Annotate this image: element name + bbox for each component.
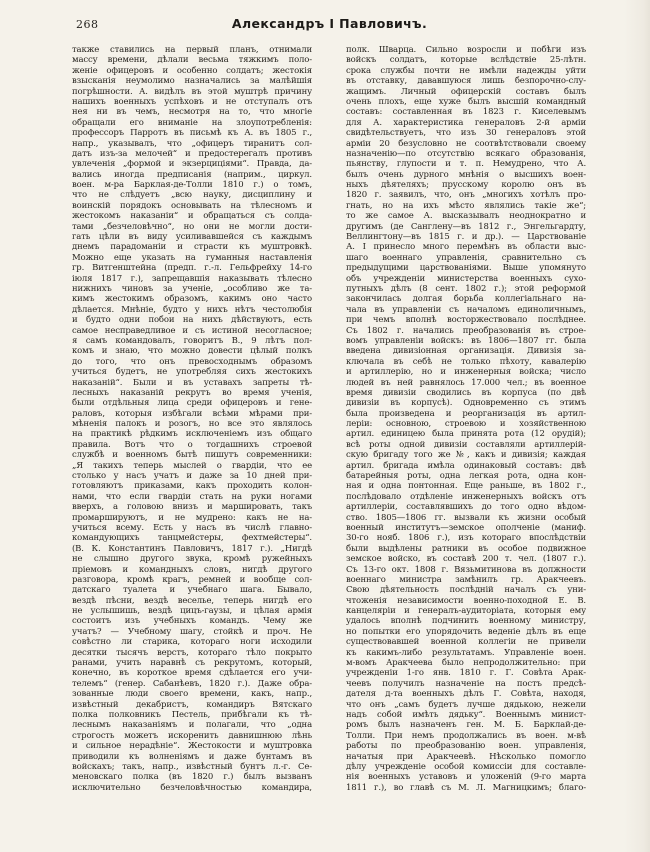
text-line: зованные люди своего времени, какъ, напр., bbox=[72, 689, 312, 700]
text-line: погрѣшности. А. видѣлъ въ этой муштрѣ причину bbox=[72, 86, 312, 97]
text-line: и сильное нерадѣніе“. Жестокости и муштровка bbox=[72, 741, 312, 752]
text-line: тами „безчеловѣчно“, но они не могли дости- bbox=[72, 221, 312, 232]
text-line: назначенію—по отсутствію всякаго образованія, bbox=[346, 148, 586, 159]
text-line: чтоженія независимости военно-походной Е. В. bbox=[346, 595, 586, 606]
text-line: путныхъ дѣлъ (8 сент. 1802 г.); этой реформой bbox=[346, 283, 586, 294]
text-line: дѣлу учрежденіе особой комиссіи для составле- bbox=[346, 761, 586, 772]
text-line: чала въ управленіи съ началомъ единоличнымъ, bbox=[346, 304, 586, 315]
text-line: конечно, въ короткое время сдѣлается его учи- bbox=[72, 668, 312, 679]
text-line: нами, что если гвардіи стать на руки ногами bbox=[72, 491, 312, 502]
text-line: составъ: составленная въ 1823 г. Киселевымъ bbox=[346, 107, 586, 118]
text-line: учиться всему. Есть у насъ въ числѣ главно- bbox=[72, 522, 312, 533]
text-line: совѣстно ли старика, котораго ноги исходили bbox=[72, 637, 312, 648]
text-line: учатъ? — Учебному шагу, стойкѣ и проч. Не bbox=[72, 626, 312, 637]
text-line: что онъ „самъ будетъ лучше дядькою, нежели bbox=[346, 699, 586, 710]
text-line: готовляютъ приказами, какъ проходить колон- bbox=[72, 481, 312, 492]
text-line: исключительно безчеловѣчностью командира, bbox=[72, 782, 312, 793]
text-line: приводили къ волненіямъ и даже бунтамъ въ bbox=[72, 751, 312, 762]
text-line: въ отставку, дававшуюся лишь безпорочно-слу- bbox=[346, 76, 586, 87]
text-line: срока службы почти не имѣли надежды уйти bbox=[346, 65, 586, 76]
text-line: меновскаго полка (въ 1820 г.) былъ вызванъ bbox=[72, 772, 312, 783]
page-number: 268 bbox=[76, 18, 99, 31]
text-line: самое несправедливое и съ истиной несогласное; bbox=[72, 325, 312, 336]
text-line: днемъ парадоманіи и страсти къ муштровкѣ. bbox=[72, 242, 312, 253]
text-line: войскахъ; такъ, напр., извѣстный бунтъ л.-г. Се- bbox=[72, 761, 312, 772]
text-line: артил. бригада имѣла одинаковый составъ: двѣ bbox=[346, 460, 586, 471]
text-line: Веллингтону—въ 1815 г. и др.). — Царствованіе bbox=[346, 232, 586, 243]
text-line: былъ очень дурного мнѣнія о высшихъ воен- bbox=[346, 169, 586, 180]
text-line: воинскій порядокъ основывать на тѣлесномъ и bbox=[72, 200, 312, 211]
text-line: дивизіи въ корпусѣ). Одновременно съ этимъ bbox=[346, 398, 586, 409]
text-line: воен. м-ра Барклая-де-Толли 1810 г.) о томъ, bbox=[72, 180, 312, 191]
text-line: женіе офицеровъ и особенно солдатъ; жестокія bbox=[72, 65, 312, 76]
text-line: разговора, кромѣ крагъ, ремней и вообще сол- bbox=[72, 574, 312, 585]
text-line: но попытки его упорядочить веденіе дѣлъ въ еще bbox=[346, 626, 586, 637]
text-line: нашихъ военныхъ успѣховъ и не отступалъ отъ bbox=[72, 96, 312, 107]
text-line: Съ 13-го окт. 1808 г. Вязьмитинова въ должности bbox=[346, 564, 586, 575]
text-line: начатыя при Аракчеевѣ. Нѣсколько помогло bbox=[346, 751, 586, 762]
text-line: напр., указывалъ, что „офицеръ тиранитъ сол- bbox=[72, 138, 312, 149]
text-line: ранами, учить наравнѣ съ рекрутомъ, который, bbox=[72, 658, 312, 669]
text-line: нижнихъ чиновъ за ученіе, „особливо же та- bbox=[72, 283, 312, 294]
text-line: увлеченія „формой и экзерциціями“. Правда, да- bbox=[72, 159, 312, 170]
text-line: правила. Вотъ что о тогдашнихъ строевой bbox=[72, 439, 312, 450]
text-line: были отдѣльныя лица среди офицеровъ и гене- bbox=[72, 398, 312, 409]
text-line: м-вомъ Аракчеева было непродолжительно: при bbox=[346, 658, 586, 669]
column-right bbox=[346, 45, 586, 793]
text-line: до того, что онъ превосходнымъ образомъ bbox=[72, 356, 312, 367]
text-line: военный институтъ—земское ополченіе (маниф. bbox=[346, 522, 586, 533]
text-line: чеевъ получилъ назначеніе на постъ предсѣ- bbox=[346, 678, 586, 689]
text-line: къ какимъ-либо результатамъ. Управленіе воен. bbox=[346, 647, 586, 658]
text-line: надъ собой имѣть дядьку“. Военнымъ минист- bbox=[346, 710, 586, 720]
text-line: нея ни въ чемъ, несмотря на то, что многіе bbox=[72, 107, 312, 118]
text-line: вверхъ, а головою внизъ и маршировать, такъ bbox=[72, 502, 312, 513]
text-line: лесныхъ наказаній рекрутъ во время ученія, bbox=[72, 387, 312, 398]
text-line: промаршируютъ, и не мудрено: какъ не на- bbox=[72, 512, 312, 523]
text-line: ромъ былъ назначенъ ген. М. Б. Барклай-де- bbox=[346, 720, 586, 731]
text-line: полка полковникъ Пестель, прибѣгали къ тѣ- bbox=[72, 710, 312, 720]
text-line: раловъ, которыя избѣгали всѣми мѣрами при- bbox=[72, 408, 312, 419]
text-line: очень плохъ, еще хуже былъ высшій командный bbox=[346, 96, 586, 107]
text-line: 1811 г.), во главѣ съ М. Л. Магницкимъ; благо- bbox=[346, 782, 586, 793]
text-line: жестокомъ наказаніи“ и обращаться съ солда- bbox=[72, 211, 312, 222]
text-line: жащимъ. Личный офицерскій составъ былъ bbox=[346, 86, 586, 97]
text-line: леснымъ наказаніямъ и полагали, что „одна bbox=[72, 720, 312, 731]
text-line: закончилась долгая борьба коллегіальнаго на- bbox=[346, 294, 586, 305]
text-line: А. I принесло много перемѣнъ въ области выс- bbox=[346, 242, 586, 253]
text-line: объ учрежденіи министерства военныхъ сухо- bbox=[346, 273, 586, 284]
text-line: Свою дѣятельность послѣдній началъ съ уни- bbox=[346, 585, 586, 596]
text-line: (В. К. Константинъ Павловичъ, 1817 г.). „Нигдѣ bbox=[72, 543, 312, 554]
text-line: вездѣ пѣсни, вездѣ веселье, теперь нигдѣ его bbox=[72, 595, 312, 606]
text-line: взысканія неумолимо назначались за малѣйшія bbox=[72, 76, 312, 87]
page-header bbox=[72, 15, 587, 35]
text-line: извѣстный декабристъ, командиръ Вятскаго bbox=[72, 699, 312, 710]
text-line: военнаго министра замѣнилъ гр. Аракчеевъ. bbox=[346, 574, 586, 585]
text-line: наказаній“. Были и въ уставахъ запреты тѣ- bbox=[72, 377, 312, 388]
text-line: артиллеріи, составлявшихъ до того одно вѣдом- bbox=[346, 502, 586, 513]
running-title: Александръ I Павловичъ. bbox=[231, 16, 428, 31]
text-line: Съ 1802 г. начались преобразованія въ строе- bbox=[346, 325, 586, 336]
text-line: канцеляріи и генералъ-аудиторіата, которыя ему bbox=[346, 606, 586, 617]
text-line: состоитъ изъ учебныхъ командъ. Чему же bbox=[72, 616, 312, 627]
text-line: вомъ управленіи войскъ: въ 1806—1807 гг. была bbox=[346, 335, 586, 346]
text-line: то же самое А. высказывалъ неоднократно и bbox=[346, 211, 586, 222]
text-line: телемъ“ (генер. Сабанѣевъ, 1820 г.). Даже обра- bbox=[72, 678, 312, 689]
text-line: „Я такихъ теперь мыслей о гвардіи, что ее bbox=[72, 460, 312, 471]
text-line: десятки тысячъ верстъ, котораго тѣло покрыто bbox=[72, 647, 312, 658]
text-line: датъ изъ-за мелочей“ и предостерегалъ противъ bbox=[72, 148, 312, 159]
text-line: учиться будетъ, не употребляя сихъ жестокихъ bbox=[72, 367, 312, 378]
text-line: іюля 1817 г.), запрещавшія наказывать тѣлесно bbox=[72, 273, 312, 284]
text-line: скую бригаду того же №, какъ и дивизія; каждая bbox=[346, 450, 586, 461]
text-line: кимъ жестокимъ образомъ, какимъ оно часто bbox=[72, 294, 312, 305]
text-line: Толли. При немъ продолжались въ воен. м-вѣ bbox=[346, 730, 586, 741]
text-line: были выдѣлены ратники въ особое подвижное bbox=[346, 543, 586, 554]
text-line: батарейныя роты, одна легкая рота, одна кон- bbox=[346, 471, 586, 482]
text-line: столько у насъ учатъ и даже за 10 дней при- bbox=[72, 471, 312, 482]
text-line: 1820 г. заявилъ, что, онъ „многихъ хотѣлъ про- bbox=[346, 190, 586, 201]
text-line: работы по преобразованію воен. управленія, bbox=[346, 741, 586, 752]
text-line: удалось вполнѣ подчинить военному министру, bbox=[346, 616, 586, 627]
text-line: послѣдовало отдѣленіе инженерныхъ войскъ отъ bbox=[346, 491, 586, 502]
text-line: земское войско, въ составѣ 200 т. чел. (1807 г.). bbox=[346, 554, 586, 565]
text-line: пьянству, глупости и т. п. Немудрено, что А. bbox=[346, 159, 586, 170]
text-line: гр. Витгенштейна (предп. г.-л. Гельфрейху 14-го bbox=[72, 263, 312, 274]
text-line: службѣ и военномъ бытѣ пишутъ современники: bbox=[72, 450, 312, 461]
text-line: ство. 1805—1806 гг. вызвали къ жизни особый bbox=[346, 512, 586, 523]
text-line: существовавшей военной коллегіи не привели bbox=[346, 637, 586, 648]
text-line: ная и одна понтонная. Еще раньше, въ 1802 г., bbox=[346, 481, 586, 492]
text-line: 30-го нояб. 1806 г.), изъ котораго впослѣдствіи bbox=[346, 533, 586, 544]
text-line: при чемъ вполнѣ восторжествовало послѣднее. bbox=[346, 315, 586, 326]
text-line: для А. характеристика генераловъ 2-й арміи bbox=[346, 117, 586, 128]
text-line: полк. Шварца. Сильно возросли и побѣги изъ bbox=[346, 45, 586, 55]
text-line: вались иногда предписанія (наприм., циркул. bbox=[72, 169, 312, 180]
text-line: командующихъ танцмейстеры, фехтмейстеры“. bbox=[72, 533, 312, 544]
text-line: артил. единицею была принята рота (12 орудій); bbox=[346, 429, 586, 440]
text-line: комъ и знаю, что можно довести цѣлый полкъ bbox=[72, 346, 312, 357]
text-line: введена дивизіонная организація. Дивизія за- bbox=[346, 346, 586, 357]
text-line: свидѣтельствуетъ, что изъ 30 генераловъ этой bbox=[346, 128, 586, 139]
text-line: леріи: основною, строевою и хозяйственною bbox=[346, 419, 586, 430]
text-line: гнать, но на ихъ мѣсто являлись такіе же“; bbox=[346, 200, 586, 211]
text-line: гать цѣли въ виду усиливавшейся съ каждымъ bbox=[72, 232, 312, 243]
text-line: ключала въ себѣ не только пѣхоту, кавалерію bbox=[346, 356, 586, 367]
text-line: массу времени, дѣлали весьма тяжкимъ поло- bbox=[72, 55, 312, 66]
text-line: пріемовъ и командныхъ словъ, нигдѣ другого bbox=[72, 564, 312, 575]
text-line: что не слѣдуетъ „всю науку, дисциплину и bbox=[72, 190, 312, 201]
text-line: людей въ ней равнялось 17.000 чел.; въ военное bbox=[346, 377, 586, 388]
text-line: предыдущими царствованіями. Выше упомянуто bbox=[346, 263, 586, 274]
text-line: датскаго туалета и учебнаго шага. Бывало, bbox=[72, 585, 312, 596]
text-line: была произведена и реорганизація въ артил- bbox=[346, 408, 586, 419]
text-line: и артиллерію, но и инженерныя войска; число bbox=[346, 367, 586, 378]
text-line: не слышно другого звука, кромѣ ружейныхъ bbox=[72, 554, 312, 565]
text-line: строгость можетъ искоренить давнишнюю лѣнь bbox=[72, 730, 312, 741]
column-left bbox=[72, 45, 312, 793]
text-line: время дивизіи сводились въ корпуса (по двѣ bbox=[346, 387, 586, 398]
text-line: и будто одни побои на нихъ дѣйствуютъ, есть bbox=[72, 315, 312, 326]
text-line: другимъ (де Санглену—въ 1812 г., Энгельгардту, bbox=[346, 221, 586, 232]
text-line: ныхъ дѣятеляхъ; прусскому королю онъ въ bbox=[346, 180, 586, 191]
text-line: учрежденіи 1-го янв. 1810 г. Г. Совѣта Арак- bbox=[346, 668, 586, 679]
text-line: войскъ солдатъ, которые вслѣдствіе 25-лѣтн. bbox=[346, 55, 586, 66]
text-line: также ставились на первый планъ, отнимали bbox=[72, 45, 312, 55]
text-line: обращали его вниманіе на злоупотребленія: bbox=[72, 117, 312, 128]
text-line: нія военныхъ уставовъ и уложеній (9-го марта bbox=[346, 772, 586, 783]
text-line: на практикѣ рѣдкимъ исключеніемъ изъ общаго bbox=[72, 429, 312, 440]
text-line: не услышишь, вездѣ цицъ-гаузы, и цѣлая армія bbox=[72, 606, 312, 617]
text-line: дѣлается. Мнѣніе, будто у нихъ нѣтъ честолюбія bbox=[72, 304, 312, 315]
text-line: Можно еще указать на гуманныя наставленія bbox=[72, 252, 312, 263]
text-line: профессоръ Парротъ въ письмѣ къ А. въ 1805 г., bbox=[72, 128, 312, 139]
text-line: я самъ командовалъ, говоритъ В., 9 лѣтъ пол- bbox=[72, 335, 312, 346]
text-line: шаго военнаго управленія, сравнительно съ bbox=[346, 252, 586, 263]
text-line: мѣненія палокъ и розогъ, но все это являлось bbox=[72, 419, 312, 430]
text-line: всѣ роты одной дивизіи составляли артиллерій- bbox=[346, 439, 586, 450]
text-columns bbox=[72, 45, 586, 793]
text-line: арміи 20 безусловно не соотвѣтствовали своему bbox=[346, 138, 586, 149]
text-line: дателя д-та военныхъ дѣлъ Г. Совѣта, находя, bbox=[346, 689, 586, 700]
